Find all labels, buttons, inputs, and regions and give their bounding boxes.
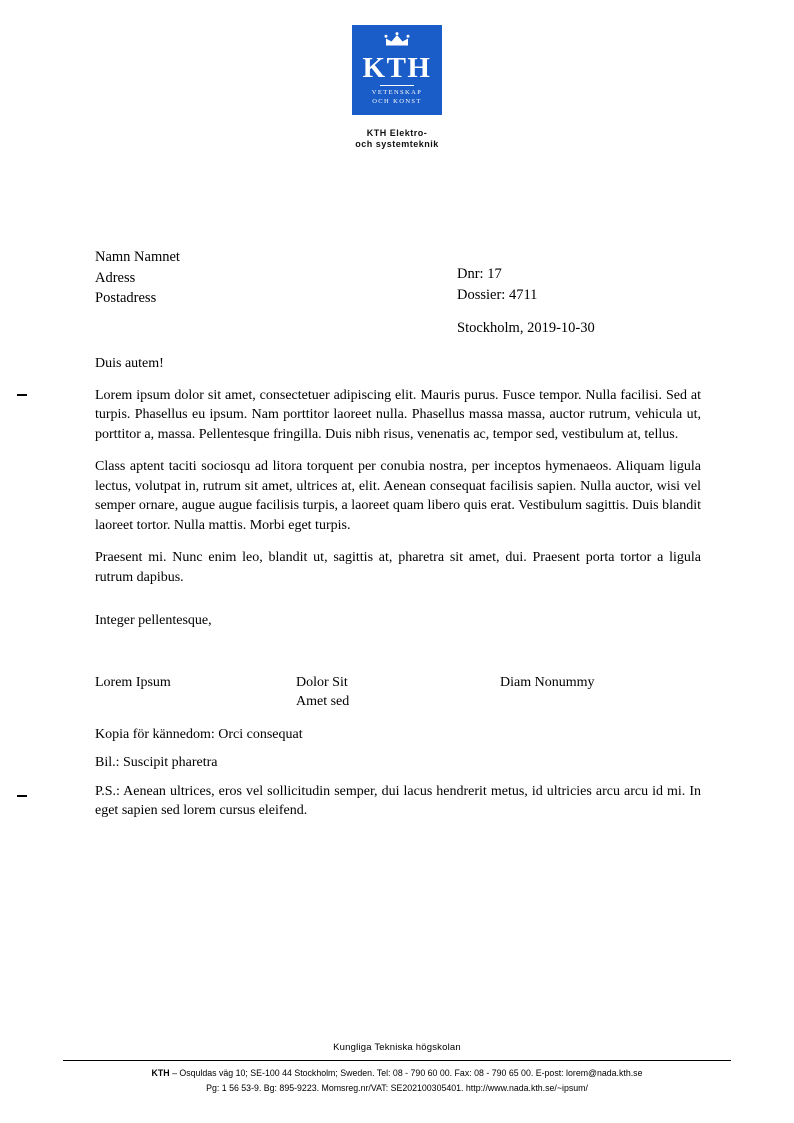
signature-subline-2: Amet sed — [296, 693, 350, 709]
kth-logo-acronym: KTH — [362, 52, 432, 84]
enclosure-line: Bil.: Suscipit pharetra — [95, 755, 218, 770]
kth-logo-seal — [352, 25, 442, 115]
recipient-name: Namn Namnet — [95, 249, 180, 265]
body-paragraph-2: Class aptent taciti sociosqu ad litora torquent per conubia nostra, per inceptos hymenaeos. Aliquam ligula lectus, volutpat in, rutrum sit amet, ultrices at, elit. Aenean consequat facilisis sapien. Nulla auctor, wisi vel semper ornare, augue augue facilisis turpis, a laoreet quam libero quis erat. Vestibulum sagittis. Duis blandit laoreet tortor. Nulla mattis. Morbi eget turpis. — [95, 459, 701, 533]
recipient-address: Adress — [95, 269, 136, 286]
department-caption — [355, 128, 439, 150]
footer-institution: Kungliga Tekniska högskolan — [333, 1042, 461, 1053]
kth-logo-motto — [372, 89, 423, 106]
signature-col-1 — [95, 673, 296, 711]
footer-divider — [63, 1060, 731, 1061]
dossier-line: Dossier: 4711 — [457, 286, 538, 303]
letter-body — [95, 354, 701, 821]
kth-logo-block — [0, 25, 794, 150]
kth-logo-motto-line1: VETENSKAP — [371, 89, 423, 96]
department-caption-line2: och systemteknik — [355, 139, 439, 149]
signature-name-2: Dolor Sit — [296, 674, 348, 690]
footer-org-abbrev: KTH — [151, 1068, 170, 1078]
kth-logo-motto-line2: OCH KONST — [372, 97, 422, 105]
body-paragraph-3: Praesent mi. Nunc enim leo, blandit ut, sagittis at, pharetra sit amet, dui. Praesent porta tortor a ligula rutrum dapibus. — [95, 550, 701, 585]
salutation: Duis autem! — [95, 356, 164, 371]
ps-paragraph: P.S.: Aenean ultrices, eros vel sollicitudin semper, dui lacus hendrerit metus, id ultricies arcu arcu id mi. In eget sapien sed lorem cursus eleifend. — [95, 783, 701, 818]
footer-contact-line-2: Pg: 1 56 53-9. Bg: 895-9223. Momsreg.nr/VAT: SE202100305401. http://www.nada.kth.se/~ipsum/ — [206, 1082, 588, 1093]
reference-block — [457, 264, 537, 305]
signature-name-1: Lorem Ipsum — [95, 674, 171, 690]
signature-col-2 — [296, 673, 500, 711]
signature-name-3: Diam Nonummy — [500, 674, 595, 690]
signature-col-3 — [500, 673, 701, 711]
signature-row — [95, 673, 701, 711]
footer-contact-details: – Osquldas väg 10; SE-100 44 Stockholm; Sweden. Tel: 08 - 790 60 00. Fax: 08 - 790 65 00. E-post: lorem@nada.kth.se — [172, 1068, 643, 1078]
closing-line: Integer pellentesque, — [95, 613, 212, 628]
logo-divider — [380, 85, 414, 86]
dnr-line: Dnr: 17 — [457, 266, 502, 282]
recipient-postal: Postadress — [95, 290, 157, 306]
footer — [0, 1042, 794, 1095]
cc-line: Kopia för kännedom: Orci consequat — [95, 726, 303, 742]
body-paragraph-1: Lorem ipsum dolor sit amet, consectetuer adipiscing elit. Mauris purus. Fusce tempor. Nulla facilisi. Sed at turpis. Phasellus eu ipsum. Nam porttitor laoreet nulla. Phasellus massa massa, auctor rutrum, vehicula ut, porttitor a, massa. Pellentesque fringilla. Duis nibh risus, venenatis ac, tempor sed, vestibulum at, tellus. — [95, 387, 701, 442]
footer-contact-line-1 — [0, 1066, 794, 1081]
department-caption-line1: KTH Elektro- — [366, 128, 428, 138]
dateline: Stockholm, 2019-10-30 — [457, 320, 595, 336]
fold-mark-bottom — [17, 795, 27, 797]
fold-mark-top — [17, 394, 27, 396]
crown-icon — [382, 32, 412, 52]
recipient-block — [95, 247, 180, 309]
